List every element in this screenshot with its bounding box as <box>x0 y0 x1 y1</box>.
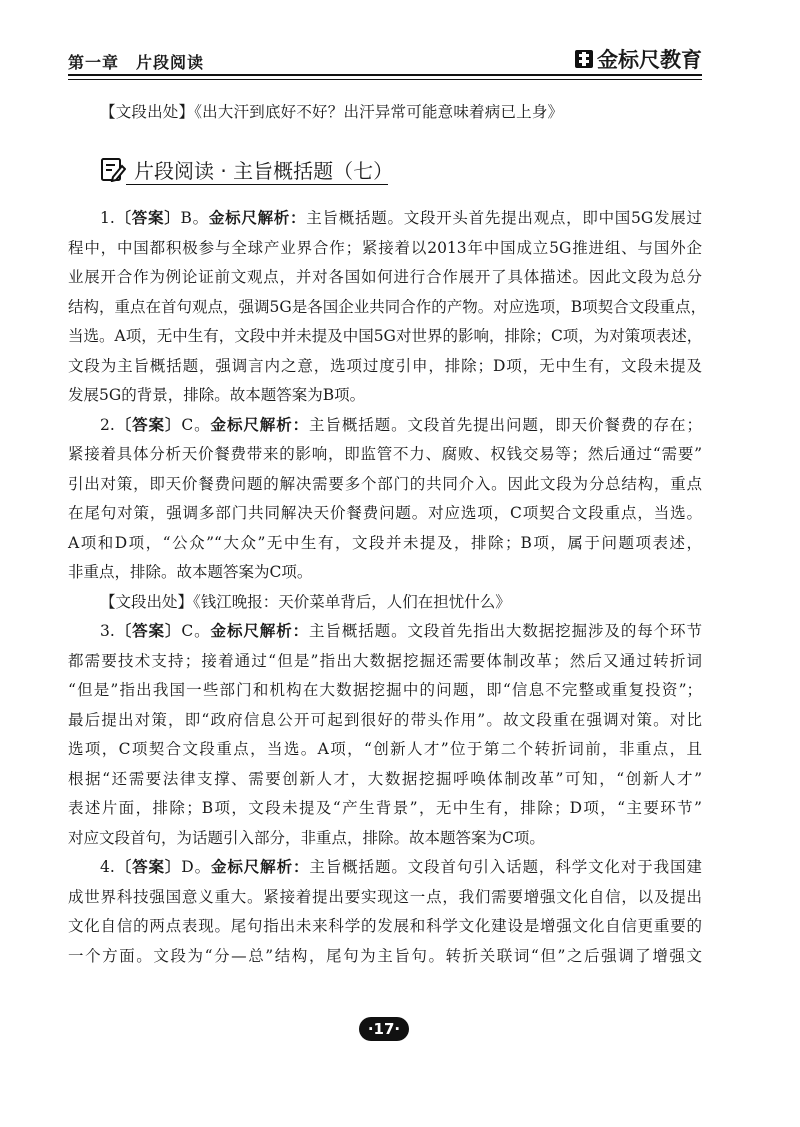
header-rule-thin <box>68 79 702 80</box>
answer-4-number: 4. <box>100 858 115 876</box>
answer-2-choice: C。 <box>181 415 211 434</box>
answer-4-line-3: 文化自信的两点表现。尾句指出未来科学的发展和科学文化建设是增强文化自信更重要的 <box>68 917 702 935</box>
brand-name: 金标尺教育 <box>597 48 702 72</box>
answer-4-tag: 〔答案〕 <box>114 858 182 876</box>
answer-3-choice: C。 <box>181 622 211 640</box>
answer-4-line-4: 一个方面。文段为“分—总”结构，尾句为主旨句。转折关联词“但”之后强调了增强文 <box>68 946 702 965</box>
brand-icon <box>574 48 594 70</box>
answer-3-tag: 〔答案〕 <box>114 622 182 640</box>
answer-2-analysis-label: 金标尺解析： <box>210 415 310 434</box>
pencil-note-icon <box>100 156 126 182</box>
section-underline <box>126 184 388 185</box>
answer-1-line-2: 程中，中国都积极参与全球产业界合作；紧接着以2013年中国成立5G推进组、与国外企 <box>68 238 702 257</box>
answer-1-analysis-label: 金标尺解析： <box>208 209 307 227</box>
answer-3-analysis-label: 金标尺解析： <box>210 622 310 640</box>
answer-2-line-1: 主旨概括题。文段首先提出问题，即天价餐费的存在； <box>309 415 702 434</box>
answer-3-line-2: 都需要技术支持；接着通过“但是”指出大数据挖掘还需要体制改革；然后又通过转折词 <box>68 651 702 670</box>
answer-3-line-7: 表述片面，排除；B项，文段未提及“产生背景”，无中生有，排除；D项，“主要环节” <box>68 799 702 817</box>
answer-1-first-line <box>68 204 702 234</box>
answer-2-line-6: 非重点，排除。故本题答案为C项。 <box>68 563 313 581</box>
answer-3-line-1: 主旨概括题。文段首先指出大数据挖掘涉及的每个环节 <box>309 622 702 640</box>
answer-4-line-2: 成世界科技强国意义重大。紧接着提出要实现这一点，我们需要增强文化自信，以及提出 <box>68 887 702 906</box>
answer-3-line-4: 最后提出对策，即“政府信息公开可起到很好的带头作用”。故文段重在强调对策。对比 <box>68 710 702 729</box>
answer-3-line-6: 根据“还需要法律支撑、需要创新人才，大数据挖掘呼唤体制改革”可知，“创新人才” <box>68 769 702 788</box>
section-title: 片段阅读 · 主旨概括题（七） <box>134 158 394 183</box>
source-citation-2: 【文段出处】《钱江晚报：天价菜单背后，人们在担忧什么》 <box>100 592 511 611</box>
answer-3-first-line <box>68 617 702 647</box>
answer-4-choice: D。 <box>181 858 211 876</box>
source-citation: 【文段出处】《出大汗到底好不好？出汗异常可能意味着病已上身》 <box>100 103 564 121</box>
answer-1-number: 1. <box>100 209 115 227</box>
answer-1-choice: B。 <box>180 209 209 227</box>
answer-1-line-3: 业展开合作为例论证前文观点，并对各国如何进行合作展开了具体描述。因此文段为总分 <box>68 268 702 286</box>
answer-1-line-5: 当选。A项，无中生有，文段中并未提及中国5G对世界的影响，排除；C项，为对策项表述， <box>68 327 703 345</box>
answer-2-first-line <box>68 411 702 441</box>
answer-1-line-6: 文段为主旨概括题，强调言内之意，选项过度引申，排除；D项，无中生有，文段未提及 <box>68 356 702 375</box>
answer-3-number: 3. <box>100 622 115 640</box>
answer-2-line-3: 引出对策，即天价餐费问题的解决需要多个部门的共同介入。因此文段为分总结构，重点 <box>68 474 702 493</box>
section-heading <box>100 152 393 186</box>
page-number: ·17· <box>359 1017 409 1041</box>
answer-4-analysis-label: 金标尺解析： <box>211 858 310 876</box>
answer-1-tag: 〔答案〕 <box>114 209 181 227</box>
brand-logo <box>574 44 702 74</box>
answer-2-line-2: 紧接着具体分析天价餐费带来的影响，即监管不力、腐败、权钱交易等；然后通过“需要” <box>68 445 702 463</box>
answer-1-line-1: 主旨概括题。文段开头首先提出观点，即中国5G发展过 <box>306 209 702 227</box>
answer-body <box>68 204 707 971</box>
answer-2-tag: 〔答案〕 <box>114 415 182 434</box>
answer-4-line-1: 主旨概括题。文段首句引入话题，科学文化对于我国建 <box>309 858 702 876</box>
answer-4-first-line <box>68 853 702 883</box>
header-rule <box>68 74 702 76</box>
answer-3-line-3: “但是”指出我国一些部门和机构在大数据挖掘中的问题，即“信息不完整或重复投资”； <box>68 681 702 699</box>
page-header <box>68 44 702 74</box>
answer-2-line-4: 在尾句对策，强调多部门共同解决天价餐费问题。对应选项，C项契合文段重点，当选。 <box>68 504 702 522</box>
answer-3-line-5: 选项，C项契合文段重点，当选。A项，“创新人才”位于第二个转折词前，非重点，且 <box>68 740 702 758</box>
chapter-title: 第一章 片段阅读 <box>68 53 205 72</box>
answer-3-line-8: 对应文段首句，为话题引入部分，非重点，排除。故本题答案为C项。 <box>68 828 545 847</box>
answer-2-line-5: A项和D项，“公众”“大众”无中生有，文段并未提及，排除；B项，属于问题项表述， <box>68 533 702 552</box>
answer-1-line-4: 结构，重点在首句观点，强调5G是各国企业共同合作的产物。对应选项，B项契合文段重点， <box>68 297 707 316</box>
answer-2-number: 2. <box>100 415 115 434</box>
answer-1-line-7: 发展5G的背景，排除。故本题答案为B项。 <box>68 386 366 404</box>
